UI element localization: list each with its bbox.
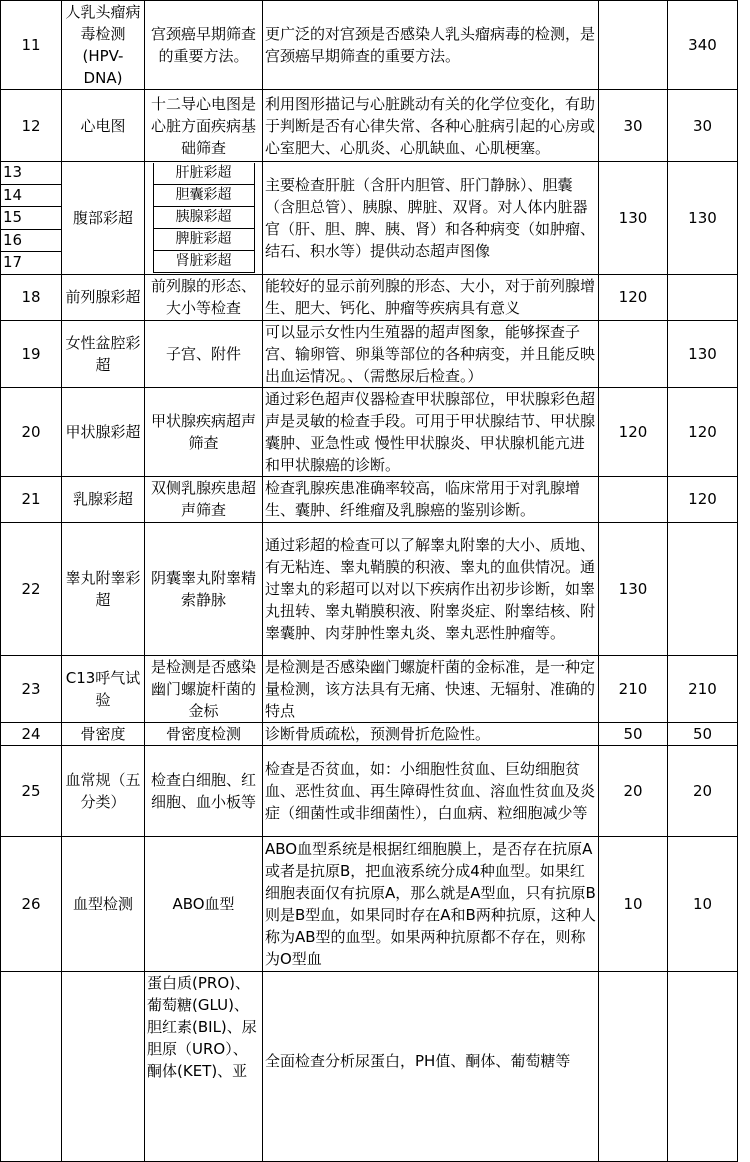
price-col-2: 130 [668, 320, 738, 387]
table-row [1, 745, 738, 836]
item-name: 前列腺彩超 [62, 274, 145, 320]
item-name: C13呼气试验 [62, 655, 145, 722]
item-name: 腹部彩超 [62, 162, 145, 275]
item-name: 女性盆腔彩超 [62, 320, 145, 387]
price-col-1 [599, 476, 668, 522]
item-purpose: 是检测是否感染幽门螺旋杆菌的金标 [145, 655, 263, 722]
table-row [1, 387, 738, 476]
sub-item: 胆囊彩超 [153, 185, 255, 207]
price-col-2 [668, 274, 738, 320]
price-col-2: 340 [668, 1, 738, 90]
price-col-1 [599, 1, 668, 90]
item-number: 12 [1, 90, 62, 162]
item-purpose: 前列腺的形态、大小等检查 [145, 274, 263, 320]
item-description: 通过彩超的检查可以了解睾丸附睾的大小、质地、有无粘连、睾丸鞘膜的积液、睾丸的血供情况。通过睾丸的彩超可以对以下疾病作出初步诊断，如睾丸扭转、睾丸鞘膜积液、附睾炎症、附睾结核、附睾囊肿、肉芽肿性睾丸炎、睾丸恶性肿瘤等。 [263, 522, 599, 655]
table-row [1, 476, 738, 522]
price-col-2: 210 [668, 655, 738, 722]
item-number: 22 [1, 522, 62, 655]
price-col-2 [668, 971, 738, 1161]
price-col-1: 50 [599, 722, 668, 745]
item-number: 11 [1, 1, 62, 90]
item-description: ABO血型系统是根据红细胞膜上，是否存在抗原A或者是抗原B，把血液系统分成4种血型。如果红细胞表面仅有抗原A，那么就是A型血，只有抗原B则是B型血，如果同时存在A和B两种抗原，这种人称为AB型的血型。如果两种抗原都不存在，则称为O型血 [263, 836, 599, 971]
item-purpose: 蛋白质(PRO)、葡萄糖(GLU)、胆红素(BIL)、尿胆原（URO）、酮体(KET)、亚 [145, 971, 263, 1161]
price-col-2: 120 [668, 476, 738, 522]
item-number: 17 [3, 253, 23, 271]
price-col-2: 130 [668, 162, 738, 275]
item-description: 利用图形描记与心脏跳动有关的化学位变化，有助于判断是否有心律失常、各种心脏病引起的心房或心室肥大、心肌炎、心肌缺血、心肌梗塞。 [263, 90, 599, 162]
item-description: 诊断骨质疏松，预测骨折危险性。 [263, 722, 599, 745]
table-row [1, 971, 738, 1161]
item-number: 13 [1, 162, 61, 185]
price-col-1 [599, 320, 668, 387]
item-number: 16 [1, 230, 61, 253]
price-col-2: 20 [668, 745, 738, 836]
item-purpose: 宫颈癌早期筛查的重要方法。 [145, 1, 263, 90]
table-row [1, 1, 738, 90]
item-name: 甲状腺彩超 [62, 387, 145, 476]
price-col-2: 10 [668, 836, 738, 971]
item-name: 血常规（五分类） [62, 745, 145, 836]
item-name: 人乳头瘤病毒检测(HPV-DNA) [62, 1, 145, 90]
table-row [1, 90, 738, 162]
item-purpose: 阴囊睾丸附睾精索静脉 [145, 522, 263, 655]
table-row [1, 320, 738, 387]
price-col-2: 30 [668, 90, 738, 162]
item-name: 睾丸附睾彩超 [62, 522, 145, 655]
item-name: 骨密度 [62, 722, 145, 745]
table-row [1, 274, 738, 320]
table-row [1, 162, 738, 275]
item-purpose: 甲状腺疾病超声筛查 [145, 387, 263, 476]
item-purpose: 双侧乳腺疾患超声筛查 [145, 476, 263, 522]
item-number-group [1, 162, 62, 275]
item-number: 19 [1, 320, 62, 387]
sub-item: 脾脏彩超 [153, 229, 255, 251]
table-row [1, 522, 738, 655]
item-description: 检查是否贫血，如：小细胞性贫血、巨幼细胞贫血、恶性贫血、再生障碍性贫血、溶血性贫血及炎症（细菌性或非细菌性），白血病、粒细胞减少等 [263, 745, 599, 836]
price-col-1: 120 [599, 387, 668, 476]
table-row [1, 722, 738, 745]
item-description: 主要检查肝脏（含肝内胆管、肝门静脉）、胆囊（含胆总管）、胰腺、脾脏、双肾。对人体内脏器官（肝、胆、脾、胰、肾）和各种病变（如肿瘤、结石、积水等）提供动态超声图像 [263, 162, 599, 275]
item-number: 21 [1, 476, 62, 522]
item-description: 全面检查分析尿蛋白，PH值、酮体、葡萄糖等 [263, 971, 599, 1161]
price-col-2: 120 [668, 387, 738, 476]
item-number: 25 [1, 745, 62, 836]
item-name [62, 971, 145, 1161]
table-row [1, 655, 738, 722]
item-number: 18 [1, 274, 62, 320]
price-col-1: 130 [599, 162, 668, 275]
price-col-1 [599, 971, 668, 1161]
price-col-1: 130 [599, 522, 668, 655]
item-purpose: 检查白细胞、红细胞、血小板等 [145, 745, 263, 836]
item-number: 24 [1, 722, 62, 745]
item-number: 26 [1, 836, 62, 971]
item-name: 乳腺彩超 [62, 476, 145, 522]
price-col-1: 120 [599, 274, 668, 320]
sub-item: 肝脏彩超 [153, 163, 255, 185]
item-number: 14 [1, 185, 61, 208]
item-description: 能较好的显示前列腺的形态、大小，对于前列腺增生、肥大、钙化、肿瘤等疾病具有意义 [263, 274, 599, 320]
item-number: 23 [1, 655, 62, 722]
price-col-1: 30 [599, 90, 668, 162]
item-description: 通过彩色超声仪器检查甲状腺部位，甲状腺彩色超声是灵敏的检查手段。可用于甲状腺结节、甲状腺囊肿、亚急性或 慢性甲状腺炎、甲状腺机能亢进和甲状腺癌的诊断。 [263, 387, 599, 476]
item-purpose: 子宫、附件 [145, 320, 263, 387]
item-description: 是检测是否感染幽门螺旋杆菌的金标准，是一种定量检测，该方法具有无痛、快速、无辐射、准确的特点 [263, 655, 599, 722]
item-purpose-group [145, 162, 263, 275]
item-description: 可以显示女性内生殖器的超声图象，能够探查子宫、输卵管、卵巢等部位的各种病变，并且能反映出血运情况。、（需憋尿后检查。） [263, 320, 599, 387]
sub-item: 胰腺彩超 [153, 207, 255, 229]
item-description: 检查乳腺疾患准确率较高，临床常用于对乳腺增生、囊肿、纤维瘤及乳腺癌的鉴别诊断。 [263, 476, 599, 522]
price-col-1: 20 [599, 745, 668, 836]
item-number [1, 971, 62, 1161]
sub-item: 肾脏彩超 [153, 251, 255, 273]
item-number: 15 [1, 207, 61, 230]
item-purpose: 骨密度检测 [145, 722, 263, 745]
item-number: 20 [1, 387, 62, 476]
item-purpose: 十二导心电图是心脏方面疾病基础筛查 [145, 90, 263, 162]
price-col-1: 210 [599, 655, 668, 722]
price-col-2 [668, 522, 738, 655]
item-name: 心电图 [62, 90, 145, 162]
item-description: 更广泛的对宫颈是否感染人乳头瘤病毒的检测，是宫颈癌早期筛查的重要方法。 [263, 1, 599, 90]
item-name: 血型检测 [62, 836, 145, 971]
price-col-2: 50 [668, 722, 738, 745]
table-row [1, 836, 738, 971]
price-col-1: 10 [599, 836, 668, 971]
item-purpose: ABO血型 [145, 836, 263, 971]
